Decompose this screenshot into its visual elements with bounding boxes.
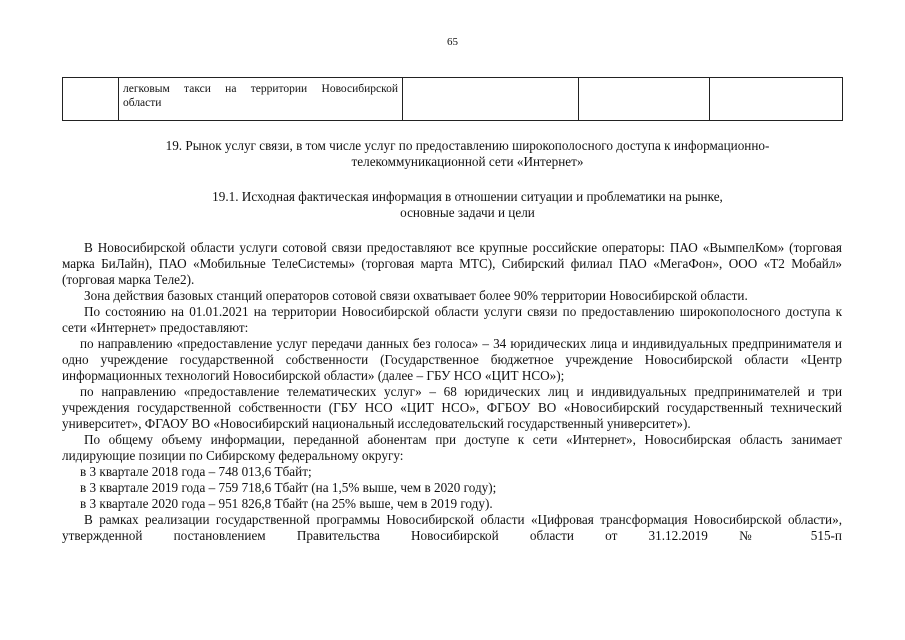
paragraph: В Новосибирской области услуги сотовой связи предоставляют все крупные российские операторы: ПАО «ВымпелКом» (торговая марка БиЛайн), ПАО «Мобильные ТелеСистемы» (торговая марта МТС), Сибирский филиал ПАО «МегаФон», ООО «Т2 Мобайл» (торговая марка Теле2). — [62, 240, 842, 287]
paragraph: По состоянию на 01.01.2021 на территории Новосибирской области услуги связи по предоставлению широкополосного доступа к сети «Интернет» предоставляют: — [62, 304, 842, 335]
table-cell-empty — [403, 78, 579, 121]
list-item: в 3 квартале 2018 года – 748 013,6 Тбайт; — [80, 464, 312, 479]
paragraph: Зона действия базовых станций операторов сотовой связи охватывает более 90% территории Новосибирской области. — [84, 288, 748, 303]
list-item: по направлению «предоставление услуг передачи данных без голоса» – 34 юридических лица и индивидуальных предпринимателя и одно учреждение государственной собственности (Государственное бюджетное учреждение Новосибирской области «Центр информационных технологий Новосибирской области» (далее – ГБУ НСО «ЦИТ НСО»); — [62, 336, 842, 383]
table-row — [63, 78, 843, 121]
table-cell-line: области — [123, 97, 162, 109]
list-item: в 3 квартале 2019 года – 759 718,6 Тбайт (на 1,5% выше, чем в 2020 году); — [80, 480, 497, 495]
section-heading-line: 19. Рынок услуг связи, в том числе услуг по предоставлению широкополосного доступа к информационно- — [165, 138, 770, 153]
list-item: по направлению «предоставление телематических услуг» – 68 юридических лиц и индивидуальных предпринимателей и три учреждения государственной собственности (ГБУ НСО «ЦИТ НСО», ФГБОУ ВО «Новосибирский государственный технический университет», ФГАОУ ВО «Новосибирский национальный исследовательский государственный университет»). — [62, 384, 842, 431]
continuation-table — [62, 77, 843, 121]
paragraph: В рамках реализации государственной программы Новосибирской области «Цифровая трансформация Новосибирской области», утвержденной постановлением Правительства Новосибирской области от 31.12.2019 № 515-п — [62, 512, 842, 543]
table-cell-text — [119, 78, 403, 121]
paragraph: По общему объему информации, переданной абонентам при доступе к сети «Интернет», Новосибирская область занимает лидирующие позиции по Сибирскому федеральному округу: — [62, 432, 842, 463]
section-heading — [95, 138, 840, 170]
document-body — [62, 240, 842, 544]
page-number: 65 — [447, 36, 458, 48]
section-heading-line: телекоммуникационной сети «Интернет» — [351, 154, 584, 169]
table-cell-empty — [63, 78, 119, 121]
section-subheading — [95, 189, 840, 221]
section-subheading-line: основные задачи и цели — [400, 205, 535, 220]
table-cell-empty — [710, 78, 843, 121]
section-subheading-line: 19.1. Исходная фактическая информация в отношении ситуации и проблематики на рынке, — [212, 189, 723, 204]
list-item: в 3 квартале 2020 года – 951 826,8 Тбайт (на 25% выше, чем в 2019 году). — [80, 496, 493, 511]
table-cell-empty — [579, 78, 710, 121]
table-cell-line: легковым такси на территории Новосибирской — [123, 83, 398, 95]
